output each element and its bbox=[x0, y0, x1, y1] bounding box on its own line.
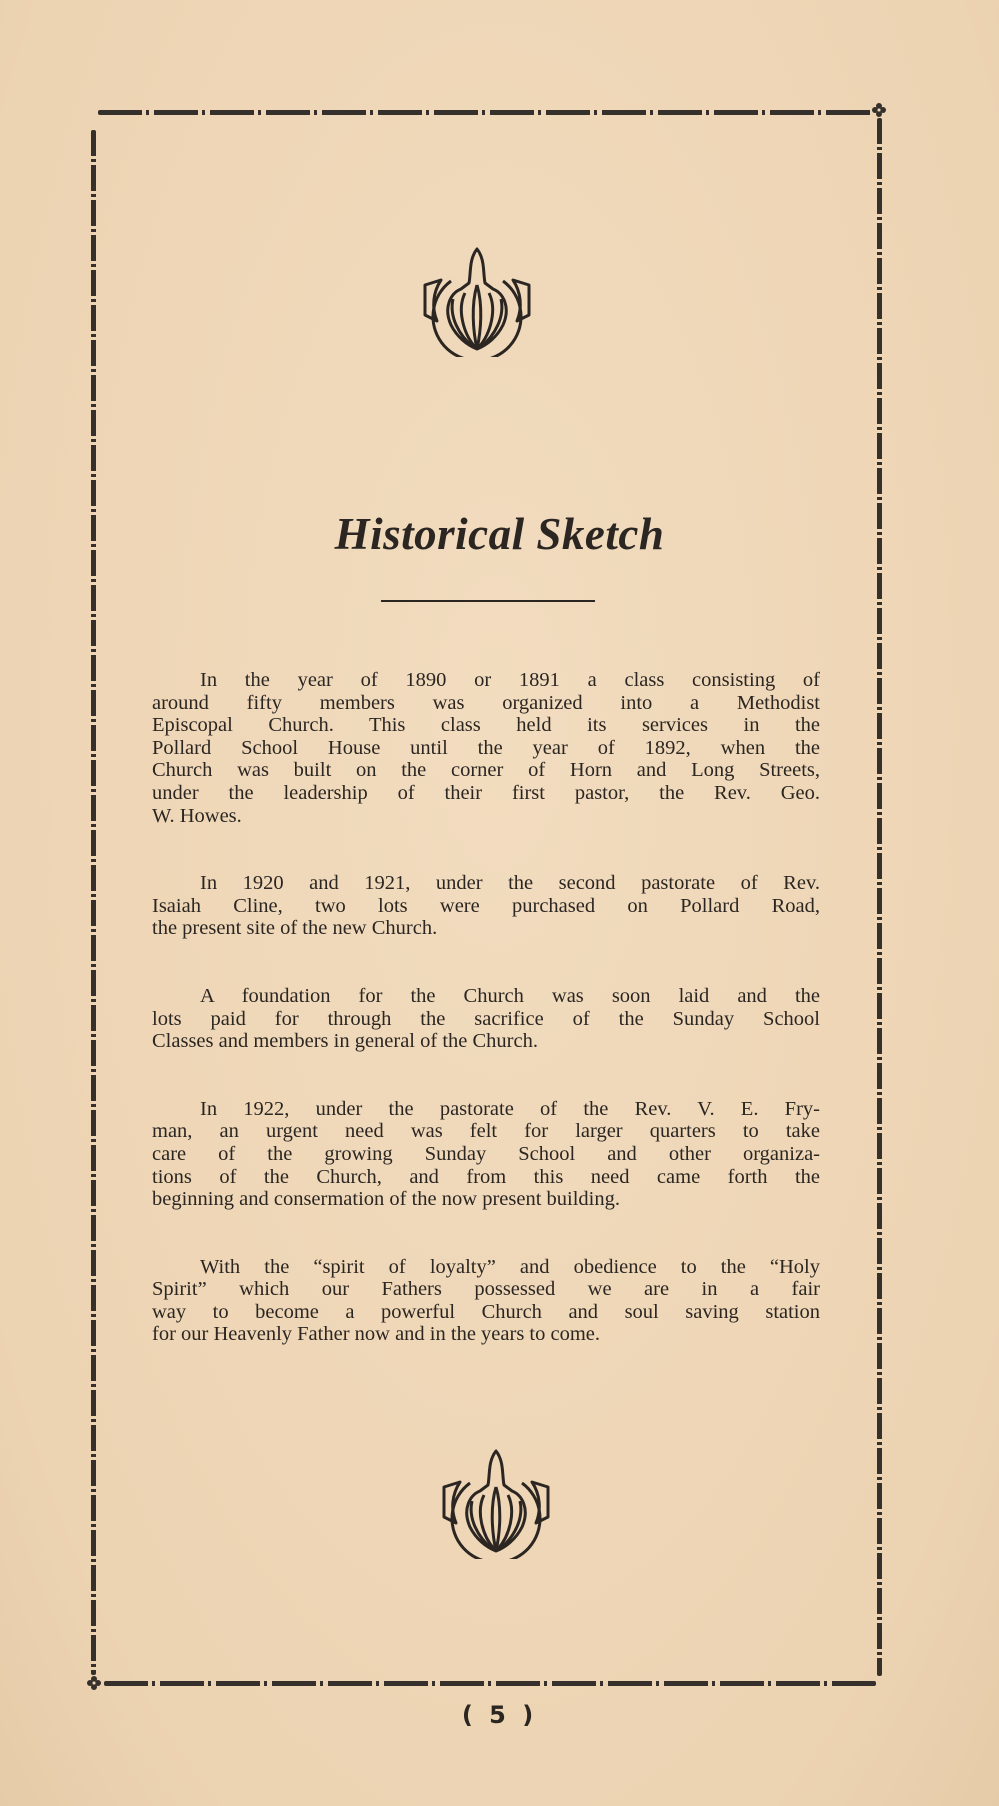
text-line: Classes and members in general of the Church. bbox=[152, 1030, 538, 1053]
text-line: Church was built on the corner of Horn and Long Streets, bbox=[152, 759, 820, 782]
text-line: way to become a powerful Church and soul saving station bbox=[152, 1300, 820, 1323]
fleur-emblem-icon bbox=[440, 1447, 552, 1559]
text-line: tions of the Church, and from this need came forth the bbox=[152, 1165, 820, 1188]
text-line: Pollard School House until the year of 1892, when the bbox=[152, 736, 820, 759]
paragraph bbox=[152, 669, 820, 827]
text-line: Isaiah Cline, two lots were purchased on Pollard Road, bbox=[152, 894, 820, 917]
border-left bbox=[91, 130, 96, 1675]
border-right bbox=[877, 118, 882, 1676]
text-line: In the year of 1890 or 1891 a class consisting of bbox=[200, 669, 820, 691]
title-divider bbox=[381, 600, 595, 602]
text-line: W. Howes. bbox=[152, 804, 242, 827]
text-line: Episcopal Church. This class held its services in the bbox=[152, 714, 820, 737]
text-line: beginning and consermation of the now present building. bbox=[152, 1188, 620, 1211]
paragraph bbox=[152, 1098, 820, 1211]
text-line: With the “spirit of loyalty” and obedience to the “Holy bbox=[200, 1255, 820, 1278]
paragraph bbox=[152, 1256, 820, 1346]
paragraph bbox=[152, 985, 820, 1053]
article-body bbox=[152, 669, 820, 1391]
border-top bbox=[98, 110, 874, 115]
text-line: man, an urgent need was felt for larger quarters to take bbox=[152, 1120, 820, 1143]
text-line: care of the growing Sunday School and other organiza- bbox=[152, 1142, 820, 1165]
text-line: In 1922, under the pastorate of the Rev. V. E. Fry- bbox=[200, 1097, 820, 1120]
page-number: ( 5 ) bbox=[461, 1701, 538, 1729]
border-bottom bbox=[104, 1681, 876, 1686]
paragraph bbox=[152, 872, 820, 940]
page-title: Historical Sketch bbox=[334, 509, 665, 560]
text-line: the present site of the new Church. bbox=[152, 917, 438, 940]
corner-quatrefoil-icon bbox=[87, 1676, 101, 1690]
text-line: A foundation for the Church was soon laid and the bbox=[200, 984, 820, 1007]
corner-quatrefoil-icon bbox=[872, 103, 886, 117]
text-line: Spirit” which our Fathers possessed we are in a fair bbox=[152, 1278, 820, 1301]
text-line: lots paid for through the sacrifice of the Sunday School bbox=[152, 1007, 820, 1030]
text-line: In 1920 and 1921, under the second pastorate of Rev. bbox=[200, 872, 820, 895]
text-line: for our Heavenly Father now and in the years to come. bbox=[152, 1323, 601, 1346]
text-line: under the leadership of their first pastor, the Rev. Geo. bbox=[152, 781, 820, 804]
fleur-emblem-icon bbox=[421, 245, 533, 357]
text-line: around fifty members was organized into a Methodist bbox=[152, 691, 820, 714]
